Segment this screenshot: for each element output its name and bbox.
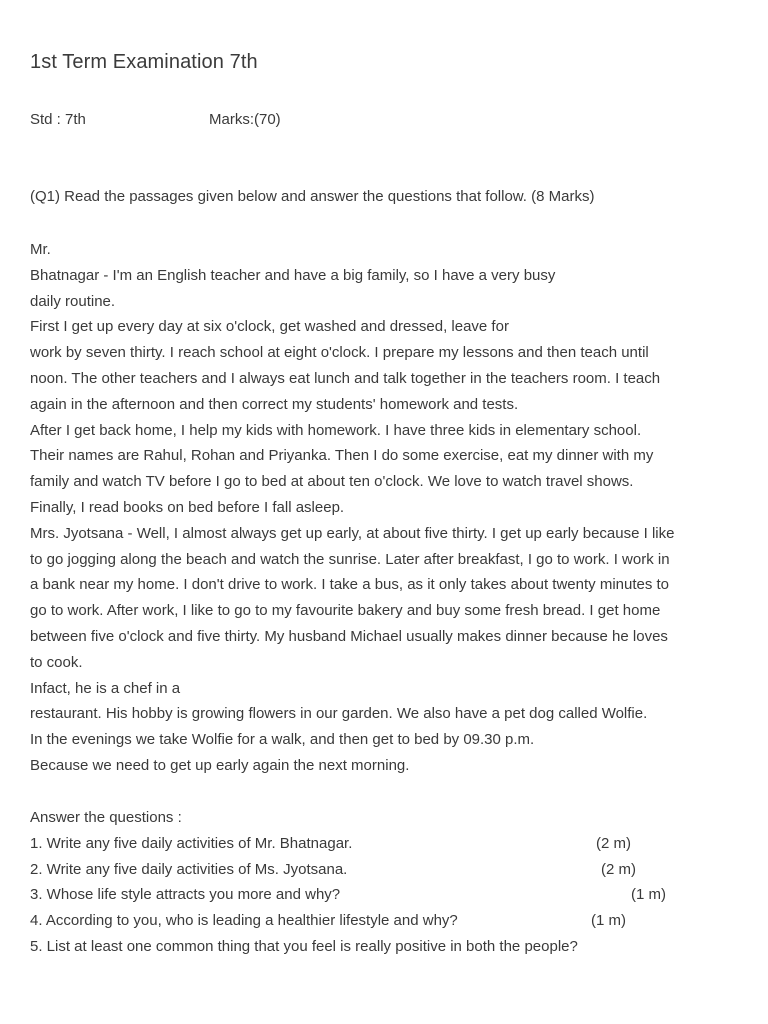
question-item <box>30 857 750 883</box>
passage-line: Because we need to get up early again the next morning. <box>30 756 410 774</box>
passage-line: In the evenings we take Wolfie for a walk, and then get to bed by 09.30 p.m. <box>30 731 535 749</box>
passage-line: noon. The other teachers and I always eat lunch and talk together in the teachers room. I teach <box>30 369 661 387</box>
question-marks: (1 m) <box>631 886 666 904</box>
question-text: 2. Write any five daily activities of Ms. Jyotsana. <box>30 860 348 878</box>
passage-line: to cook. <box>30 653 83 671</box>
page-title: 1st Term Examination 7th <box>30 51 258 73</box>
passage-line: Bhatnagar - I'm an English teacher and have a big family, so I have a very busy <box>30 266 556 284</box>
passage-line: go to work. After work, I like to go to my favourite bakery and buy some fresh bread. I get home <box>30 602 661 620</box>
passage-line: Their names are Rahul, Rohan and Priyanka. Then I do some exercise, eat my dinner with my <box>30 447 654 465</box>
passage-line: to go jogging along the beach and watch the sunrise. Later after breakfast, I go to work. I work in <box>30 550 670 568</box>
question-1-heading: (Q1) Read the passages given below and answer the questions that follow. (8 Marks) <box>30 188 595 205</box>
passage-line: Mr. <box>30 241 51 258</box>
passage-line: First I get up every day at six o'clock, get washed and dressed, leave for <box>30 318 509 336</box>
passage-line: Infact, he is a chef in a <box>30 679 181 697</box>
question-marks: (1 m) <box>591 912 626 930</box>
passage-line: work by seven thirty. I reach school at eight o'clock. I prepare my lessons and then teach until <box>30 344 649 362</box>
passage-line: Finally, I read books on bed before I fall asleep. <box>30 498 345 516</box>
exam-meta <box>30 111 281 128</box>
marks-label: Marks:(70) <box>209 111 281 128</box>
passage-line: a bank near my home. I don't drive to work. I take a bus, as it only takes about twenty minutes to <box>30 576 670 594</box>
questions-section <box>30 805 750 960</box>
passage-line: Mrs. Jyotsana - Well, I almost always get up early, at about five thirty. I get up early because I like <box>30 524 675 542</box>
questions-heading: Answer the questions : <box>30 809 182 826</box>
passage-line: between five o'clock and five thirty. My husband Michael usually makes dinner because he loves <box>30 627 668 645</box>
reading-passage <box>30 237 750 779</box>
question-marks: (2 m) <box>601 860 636 878</box>
passage-line: again in the afternoon and then correct my students' homework and tests. <box>30 395 519 413</box>
question-item <box>30 908 750 934</box>
question-text: 4. According to you, who is leading a healthier lifestyle and why? <box>30 912 458 930</box>
question-text: 3. Whose life style attracts you more and why? <box>30 886 341 904</box>
passage-line: daily routine. <box>30 292 116 310</box>
question-item <box>30 882 750 908</box>
question-item <box>30 934 750 960</box>
passage-line: family and watch TV before I go to bed at about ten o'clock. We love to watch travel shows. <box>30 473 634 491</box>
question-text: 5. List at least one common thing that you feel is really positive in both the people? <box>30 937 578 955</box>
question-item <box>30 831 750 857</box>
passage-line: restaurant. His hobby is growing flowers in our garden. We also have a pet dog called Wolfie. <box>30 705 648 723</box>
std-label: Std : 7th <box>30 111 86 128</box>
question-text: 1. Write any five daily activities of Mr. Bhatnagar. <box>30 834 353 852</box>
passage-line: After I get back home, I help my kids with homework. I have three kids in elementary school. <box>30 421 642 439</box>
question-marks: (2 m) <box>596 834 631 852</box>
